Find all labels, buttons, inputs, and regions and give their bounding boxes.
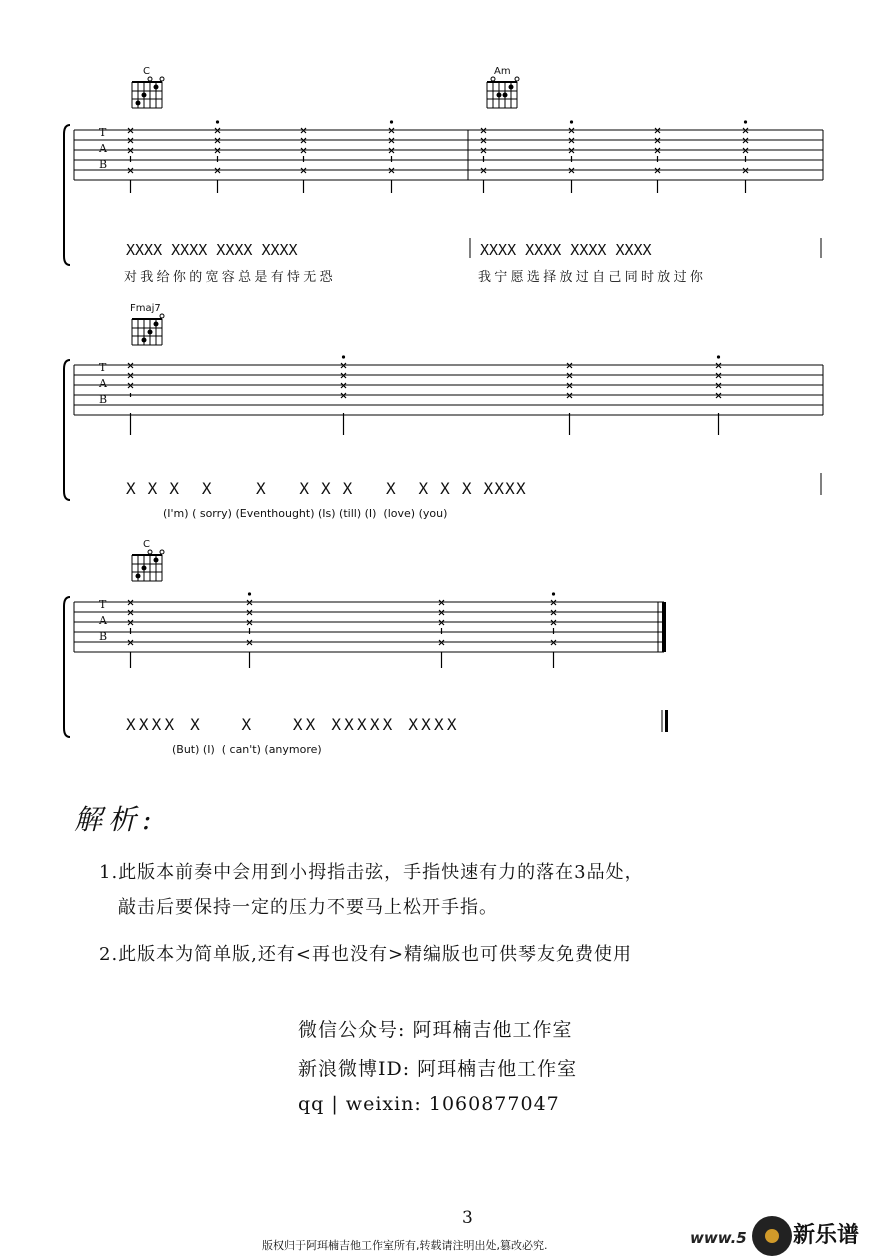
credit-weibo: 新浪微博ID: 阿珥楠吉他工作室: [298, 1058, 578, 1080]
rhythm-row-2: X X X X X X X X X X X X XXXX: [126, 479, 527, 498]
lyrics-line-2: (I'm) ( sorry) (Eventhought) (Is) (till) (I) (love) (you): [163, 507, 448, 520]
chord-name-c: C: [143, 66, 150, 77]
lyrics-line-1b: 我宁愿选择放过自己同时放过你: [478, 270, 707, 285]
copyright-notice: 版权归于阿珥楠吉他工作室所有,转载请注明出处,篡改必究.: [262, 1239, 548, 1252]
analysis-heading: 解析:: [74, 803, 158, 836]
chord-diagram-c-2: [128, 549, 168, 585]
lyrics-line-3: (But) (I) ( can't) (anymore): [172, 743, 322, 756]
chord-diagram-am: [483, 76, 523, 112]
analysis-note-2: 2.此版本为简单版,还有<再也没有>精编版也可供琴友免费使用: [99, 944, 633, 965]
page-number: 3: [462, 1208, 473, 1228]
rhythm-row-1b: XXXX XXXX XXXX XXXX: [480, 241, 652, 259]
credit-wechat: 微信公众号: 阿珥楠吉他工作室: [298, 1019, 573, 1041]
chord-name-fmaj7: Fmaj7: [130, 303, 161, 314]
chord-name-am: Am: [494, 66, 511, 77]
rhythm-row-1a: XXXX XXXX XXXX XXXX: [126, 241, 298, 259]
credit-qq: qq | weixin: 1060877047: [298, 1093, 560, 1115]
rhythm-row-3: XXXX X X XX XXXXX XXXX: [126, 715, 460, 734]
chord-diagram-fmaj7: [128, 313, 168, 349]
tab-clef-2: T A B: [99, 361, 108, 406]
tab-clef-1: T A B: [99, 126, 108, 171]
analysis-note-1-line-1: 1.此版本前奏中会用到小拇指击弦，手指快速有力的落在3品处，: [99, 862, 644, 883]
chord-diagram-c: [128, 76, 168, 112]
logo-disc-icon: [752, 1216, 792, 1256]
lyrics-line-1a: 对我给你的宽容总是有恃无恐: [124, 270, 336, 285]
tab-clef-3: T A B: [99, 598, 108, 643]
chord-name-c-2: C: [143, 539, 150, 550]
site-url[interactable]: www.5: [690, 1229, 747, 1247]
analysis-note-1-line-2: 敲击后要保持一定的压力不要马上松开手指。: [118, 897, 498, 918]
site-logo-text: 新乐谱: [793, 1223, 860, 1248]
